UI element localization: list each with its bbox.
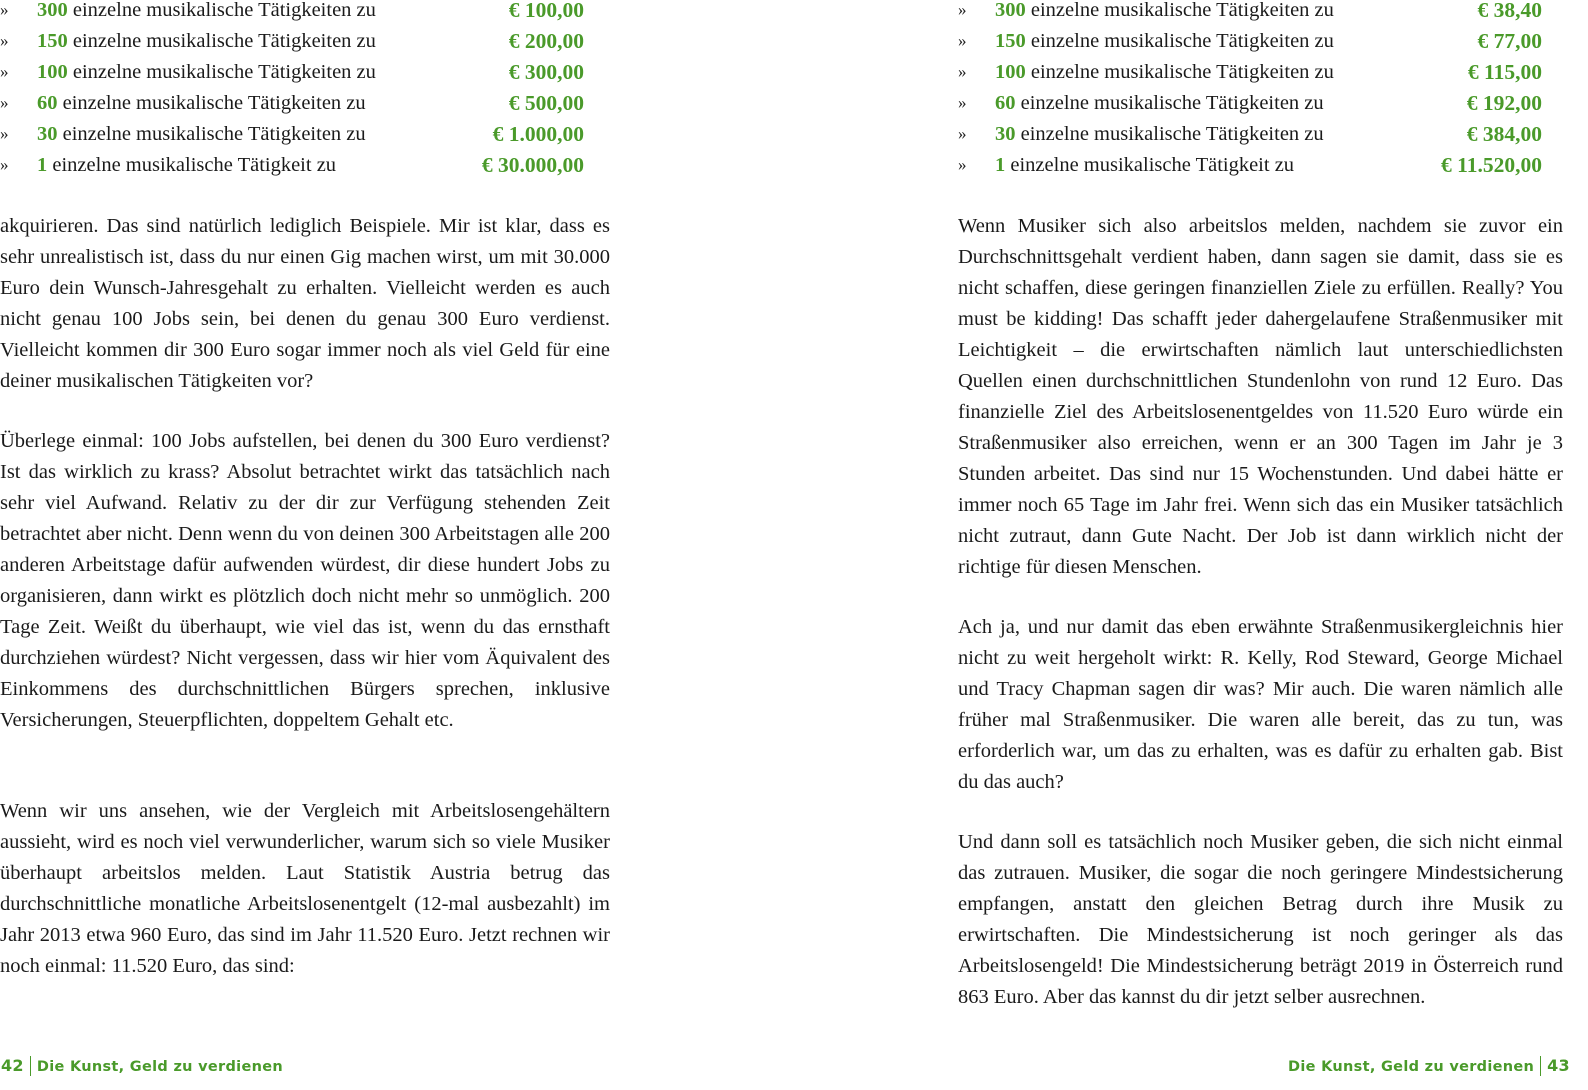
list-item (958, 0, 1542, 31)
list-item (0, 62, 584, 93)
list-price: € 200,00 (508, 29, 584, 53)
list-text: einzelne musikalische Tätigkeiten zu (57, 92, 366, 114)
list-count: 60 (995, 92, 1016, 114)
list-count: 60 (37, 92, 58, 114)
list-count: 30 (37, 123, 58, 145)
page-number: 43 (1547, 1056, 1570, 1075)
price-list-left (0, 0, 584, 186)
list-count: 30 (995, 123, 1016, 145)
body-paragraph: Ach ja, und nur damit das eben erwähnte Straßenmusikergleichnis hier nicht zu weit hergeholt wirkt: R. Kelly, Rod Steward, George Michael und Tracy Chapman sagen dir was? Mir auch. Die waren nämlich alle früher mal Straßenmusiker. Die waren alle bereit, das zu tun, was erforderlich war, um das zu erhalten, was es dafür zu erhalten gab. Bist du das auch? (958, 616, 1563, 793)
list-count: 1 (37, 154, 48, 176)
running-title: Die Kunst, Geld zu verdienen (1288, 1059, 1535, 1075)
list-price: € 30.000,00 (481, 153, 584, 177)
footer-right (1288, 1056, 1570, 1076)
list-item (958, 124, 1542, 155)
list-item (0, 0, 584, 31)
list-marker: » (0, 124, 9, 143)
list-marker: » (958, 31, 967, 50)
list-text: einzelne musikalische Tätigkeiten zu (67, 0, 376, 21)
body-paragraph: Wenn Musiker sich also arbeitslos melden, nachdem sie zuvor ein Durchschnittsgehalt verdient haben, dann sagen sie damit, dass sie es nicht schaffen, diese geringen finanziellen Ziele zu erfüllen. Really? You must be kidding! Das schafft jeder dahergelaufene Straßenmusiker mit Leichtigkeit – die erwirtschaften nämlich laut unterschiedlichsten Quellen einen durchschnittlichen Stundenlohn von rund 12 Euro. Das finanzielle Ziel des Arbeitslosenentgeldes von 11.520 Euro würde ein Straßenmusiker also erreichen, wenn er an 300 Tagen im Jahr je 3 Stunden arbeitet. Das sind nur 15 Wochenstunden. Und dabei hätte er immer noch 65 Tage im Jahr frei. Wenn sich das ein Musiker tatsächlich nicht zutraut, dann Gute Nacht. Der Job ist dann wirklich nicht der richtige für diesen Menschen. (958, 215, 1563, 578)
list-count: 1 (995, 154, 1006, 176)
list-text: einzelne musikalische Tätigkeiten zu (1025, 0, 1334, 21)
list-item (0, 93, 584, 124)
list-price: € 500,00 (508, 91, 584, 115)
list-marker: » (0, 0, 9, 19)
paragraph-block (0, 426, 610, 736)
paragraph-block (0, 211, 610, 397)
list-price: € 1.000,00 (492, 122, 584, 146)
list-item (958, 31, 1542, 62)
body-paragraph: akquirieren. Das sind natürlich lediglich Beispiele. Mir ist klar, dass es sehr unrealistisch ist, dass du nur einen Gig machen wirst, um mit 30.000 Euro dein Wunsch-Jahresgehalt zu erhalten. Vielleicht werden es auch nicht genau 100 Jobs sein, bei denen du genau 300 Euro verdienst. Vielleicht kommen dir 300 Euro sogar immer noch als viel Geld für eine deiner musikalischen Tätigkeiten vor? (0, 215, 610, 392)
list-count: 150 (995, 30, 1026, 52)
list-text: einzelne musikalische Tätigkeiten zu (1015, 92, 1324, 114)
footer-left (1, 1056, 283, 1076)
body-paragraph: Und dann soll es tatsächlich noch Musiker geben, die sich nicht einmal das zutrauen. Musiker, die sogar die noch geringere Mindestsicherung empfangen, anstatt den gleichen Betrag durch ihre Musik zu erwirtschaften. Die Mindestsicherung ist noch geringer als das Arbeitslosengeld! Die Mindestsicherung beträgt 2019 in Österreich rund 863 Euro. Aber das kannst du dir jetzt selber ausrechnen. (958, 831, 1563, 1008)
list-marker: » (958, 0, 967, 19)
list-text: einzelne musikalische Tätigkeiten zu (1015, 123, 1324, 145)
list-text: einzelne musikalische Tätigkeit zu (47, 154, 337, 176)
list-price: € 300,00 (508, 60, 584, 84)
list-item (958, 155, 1542, 186)
list-text: einzelne musikalische Tätigkeiten zu (1025, 61, 1334, 83)
list-text: einzelne musikalische Tätigkeit zu (1005, 154, 1295, 176)
footer-divider (30, 1056, 31, 1076)
list-marker: » (0, 93, 9, 112)
body-paragraph: Überlege einmal: 100 Jobs aufstellen, bei denen du 300 Euro verdienst? Ist das wirklich zu krass? Absolut betrachtet wirkt das tatsächlich nach sehr viel Aufwand. Relativ zu der dir zur Verfügung stehenden Zeit betrachtet aber nicht. Denn wenn du von deinen 300 Arbeitstagen alle 200 anderen Arbeitstage dafür aufwenden würdest, dir diese hundert Jobs zu organisieren, dann wirkt es plötzlich doch nicht mehr so unmöglich. 200 Tage Zeit. Weißt du überhaupt, wie viel das ist, wenn du das ernsthaft durchziehen würdest? Nicht vergessen, dass wir hier vom Äquivalent des Einkommens des durchschnittlichen Bürgers sprechen, inklusive Versicherungen, Steuerpflichten, doppeltem Gehalt etc. (0, 430, 610, 731)
list-count: 300 (37, 0, 68, 21)
price-list-right (958, 0, 1542, 186)
list-price: € 38,40 (1477, 0, 1542, 22)
list-marker: » (958, 155, 967, 174)
list-marker: » (0, 31, 9, 50)
list-count: 150 (37, 30, 68, 52)
list-item (0, 155, 584, 186)
body-paragraph: Wenn wir uns ansehen, wie der Vergleich mit Arbeitslosengehältern aussieht, wird es noch viel verwunderlicher, warum sich so viele Musiker überhaupt arbeitslos melden. Laut Statistik Austria betrug das durchschnittliche monatliche Arbeitslosenentgelt (12-mal ausbezahlt) im Jahr 2013 etwa 960 Euro, das sind im Jahr 11.520 Euro. Jetzt rechnen wir noch einmal: 11.520 Euro, das sind: (0, 800, 610, 977)
list-marker: » (0, 62, 9, 81)
paragraph-block (958, 827, 1563, 1013)
list-marker: » (0, 155, 9, 174)
footer-divider (1540, 1056, 1541, 1076)
list-price: € 11.520,00 (1441, 153, 1542, 177)
list-price: € 100,00 (508, 0, 584, 22)
list-item (0, 31, 584, 62)
paragraph-block (0, 796, 610, 982)
list-marker: » (958, 124, 967, 143)
list-marker: » (958, 62, 967, 81)
running-title: Die Kunst, Geld zu verdienen (36, 1059, 283, 1075)
list-text: einzelne musikalische Tätigkeiten zu (67, 61, 376, 83)
list-count: 100 (995, 61, 1026, 83)
list-item (958, 93, 1542, 124)
list-price: € 115,00 (1467, 60, 1542, 84)
list-count: 100 (37, 61, 68, 83)
list-price: € 192,00 (1466, 91, 1542, 115)
list-price: € 384,00 (1466, 122, 1542, 146)
list-text: einzelne musikalische Tätigkeiten zu (57, 123, 366, 145)
list-price: € 77,00 (1477, 29, 1542, 53)
list-count: 300 (995, 0, 1026, 21)
paragraph-block (958, 612, 1563, 798)
list-item (0, 124, 584, 155)
page-number: 42 (1, 1056, 24, 1075)
list-text: einzelne musikalische Tätigkeiten zu (67, 30, 376, 52)
list-marker: » (958, 93, 967, 112)
paragraph-block (958, 211, 1563, 583)
list-item (958, 62, 1542, 93)
list-text: einzelne musikalische Tätigkeiten zu (1025, 30, 1334, 52)
